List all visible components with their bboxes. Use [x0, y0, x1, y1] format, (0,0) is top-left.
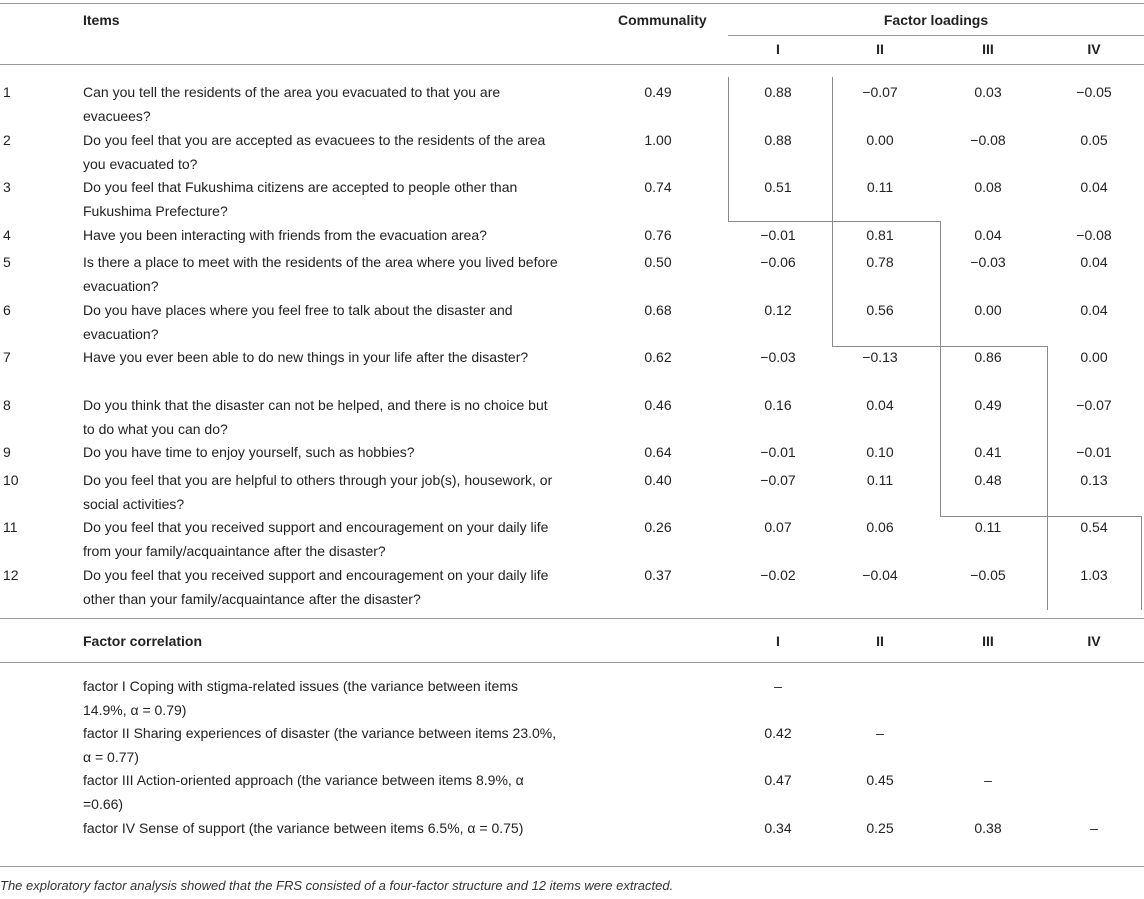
item-text: Is there a place to meet with the residents of the area where you lived before evacuation?: [83, 254, 558, 294]
item-communality: 1.00: [644, 132, 672, 148]
item-number: 2: [3, 132, 11, 148]
item-number: 10: [3, 472, 19, 488]
item-loading-factor-4: −0.07: [1076, 397, 1112, 413]
item-communality: 0.26: [644, 519, 672, 535]
item-loading-factor-3: 0.00: [974, 302, 1002, 318]
factor-header-3: III: [982, 41, 994, 57]
item-loading-factor-1: 0.07: [764, 519, 792, 535]
block-1-left: [728, 77, 729, 221]
factor-header-1: I: [776, 41, 780, 57]
item-loading-factor-2: 0.11: [866, 472, 894, 488]
item-communality: 0.76: [644, 227, 672, 243]
item-loading-factor-4: 1.03: [1080, 567, 1108, 583]
item-text: Have you been interacting with friends from the evacuation area?: [83, 227, 487, 243]
correlation-value: 0.42: [764, 725, 792, 741]
item-loading-factor-1: 0.16: [764, 397, 792, 413]
item-number: 8: [3, 397, 11, 413]
item-loading-factor-3: 0.48: [974, 472, 1002, 488]
factor-correlation-label: Factor correlation: [83, 633, 203, 649]
item-number: 6: [3, 302, 11, 318]
item-loading-factor-2: 0.06: [866, 519, 894, 535]
item-loading-factor-3: 0.41: [974, 444, 1002, 460]
block-1-bottom: [728, 221, 940, 222]
correlation-value: 0.47: [764, 772, 792, 788]
item-loading-factor-3: 0.08: [974, 179, 1002, 195]
correlation-value: 0.38: [974, 820, 1002, 836]
correlation-header-rule: [0, 662, 1144, 663]
correlation-factor-text: factor I Coping with stigma-related issues (the variance between items 14.9%, α = 0.79): [83, 678, 518, 718]
block-4-right: [1141, 516, 1142, 610]
item-loading-factor-1: 0.12: [764, 302, 792, 318]
table-bottom-rule: [0, 866, 1144, 867]
item-number: 1: [3, 84, 11, 100]
item-text: Do you feel that you are helpful to others through your job(s), housework, or social activities?: [83, 472, 553, 512]
item-communality: 0.40: [644, 472, 672, 488]
item-text: Do you feel that you are accepted as evacuees to the residents of the area you evacuated to?: [83, 132, 546, 172]
item-text: Have you ever been able to do new things in your life after the disaster?: [83, 349, 529, 365]
item-loading-factor-1: −0.03: [760, 349, 796, 365]
block-3-bottom: [940, 516, 1141, 517]
item-communality: 0.46: [644, 397, 672, 413]
item-text: Do you feel that Fukushima citizens are accepted to people other than Fukushima Prefecture?: [83, 179, 518, 219]
correlation-factor-text: factor III Action-oriented approach (the variance between items 8.9%, α =0.66): [83, 772, 524, 812]
item-loading-factor-1: 0.88: [764, 132, 792, 148]
items-header: Items: [83, 12, 120, 28]
factor-header-4: IV: [1087, 41, 1101, 57]
item-text: Do you think that the disaster can not be helped, and there is no choice but to do what you can do?: [83, 397, 548, 437]
item-loading-factor-2: 0.81: [866, 227, 894, 243]
correlation-value: –: [876, 725, 884, 741]
item-communality: 0.62: [644, 349, 672, 365]
corr-header-1: I: [776, 633, 780, 649]
item-communality: 0.68: [644, 302, 672, 318]
item-loading-factor-4: −0.05: [1076, 84, 1112, 100]
item-loading-factor-2: 0.10: [866, 444, 894, 460]
correlation-value: –: [984, 772, 992, 788]
item-number: 7: [3, 349, 11, 365]
item-loading-factor-2: 0.78: [866, 254, 894, 270]
item-loading-factor-3: 0.11: [974, 519, 1002, 535]
block-2-right: [940, 221, 941, 516]
header-bottom-rule: [0, 64, 1144, 65]
item-loading-factor-2: −0.04: [862, 567, 898, 583]
item-number: 5: [3, 254, 11, 270]
item-text: Do you feel that you received support and encouragement on your daily life from your family/acquaintance after the disaster?: [83, 519, 549, 559]
item-loading-factor-1: −0.07: [760, 472, 796, 488]
item-loading-factor-4: 0.04: [1080, 179, 1108, 195]
item-loading-factor-1: 0.88: [764, 84, 792, 100]
item-text: Do you have places where you feel free to talk about the disaster and evacuation?: [83, 302, 513, 342]
factor-loadings-header: Factor loadings: [883, 12, 989, 28]
item-loading-factor-2: 0.00: [866, 132, 894, 148]
item-loading-factor-4: 0.04: [1080, 302, 1108, 318]
items-bottom-rule: [0, 618, 1144, 619]
item-loading-factor-4: 0.04: [1080, 254, 1108, 270]
item-number: 11: [3, 519, 18, 535]
item-text: Can you tell the residents of the area you evacuated to that you are evacuees?: [83, 84, 501, 124]
item-loading-factor-4: 0.54: [1080, 519, 1108, 535]
item-text: Do you have time to enjoy yourself, such as hobbies?: [83, 444, 415, 460]
top-rule: [0, 3, 1144, 4]
item-loading-factor-3: 0.49: [974, 397, 1002, 413]
correlation-value: 0.25: [866, 820, 894, 836]
correlation-value: –: [774, 678, 782, 694]
item-number: 12: [3, 567, 19, 583]
item-loading-factor-4: 0.05: [1080, 132, 1108, 148]
item-communality: 0.37: [644, 567, 672, 583]
item-loading-factor-4: 0.13: [1080, 472, 1108, 488]
item-number: 9: [3, 444, 11, 460]
table-footnote: The exploratory factor analysis showed that the FRS consisted of a four-factor structure and 12 items were extracted.: [0, 878, 674, 893]
factor-header-2: II: [876, 41, 884, 57]
item-loading-factor-1: −0.06: [760, 254, 796, 270]
item-text: Do you feel that you received support and encouragement on your daily life other than your family/acquaintance after the disaster?: [83, 567, 549, 607]
correlation-value: –: [1090, 820, 1098, 836]
item-loading-factor-2: −0.13: [862, 349, 898, 365]
item-loading-factor-3: −0.03: [970, 254, 1006, 270]
item-loading-factor-1: 0.51: [764, 179, 792, 195]
corr-header-3: III: [982, 633, 994, 649]
block-2-bottom: [832, 346, 1047, 347]
item-number: 3: [3, 179, 11, 195]
item-loading-factor-4: −0.01: [1076, 444, 1112, 460]
factor-loadings-rule: [728, 35, 1144, 36]
corr-header-2: II: [876, 633, 884, 649]
item-loading-factor-3: 0.03: [974, 84, 1002, 100]
item-loading-factor-1: −0.02: [760, 567, 796, 583]
block-3-right: [1047, 346, 1048, 610]
corr-header-4: IV: [1087, 633, 1101, 649]
item-loading-factor-2: 0.11: [866, 179, 894, 195]
block-2-left: [832, 77, 833, 346]
correlation-factor-text: factor II Sharing experiences of disaster (the variance between items 23.0%, α = 0.77): [83, 725, 557, 765]
correlation-value: 0.45: [866, 772, 894, 788]
item-loading-factor-1: −0.01: [760, 227, 796, 243]
item-communality: 0.50: [644, 254, 672, 270]
item-loading-factor-3: 0.86: [974, 349, 1002, 365]
communality-header: Communality: [618, 12, 707, 28]
item-communality: 0.74: [644, 179, 672, 195]
item-loading-factor-4: 0.00: [1080, 349, 1108, 365]
item-loading-factor-2: −0.07: [862, 84, 898, 100]
item-loading-factor-2: 0.04: [866, 397, 894, 413]
item-communality: 0.49: [644, 84, 672, 100]
item-loading-factor-3: 0.04: [974, 227, 1002, 243]
item-number: 4: [3, 227, 11, 243]
item-loading-factor-4: −0.08: [1076, 227, 1112, 243]
correlation-value: 0.34: [764, 820, 792, 836]
item-loading-factor-3: −0.05: [970, 567, 1006, 583]
item-communality: 0.64: [644, 444, 672, 460]
item-loading-factor-3: −0.08: [970, 132, 1006, 148]
item-loading-factor-2: 0.56: [866, 302, 894, 318]
item-loading-factor-1: −0.01: [760, 444, 796, 460]
correlation-factor-text: factor IV Sense of support (the variance between items 6.5%, α = 0.75): [83, 820, 524, 836]
